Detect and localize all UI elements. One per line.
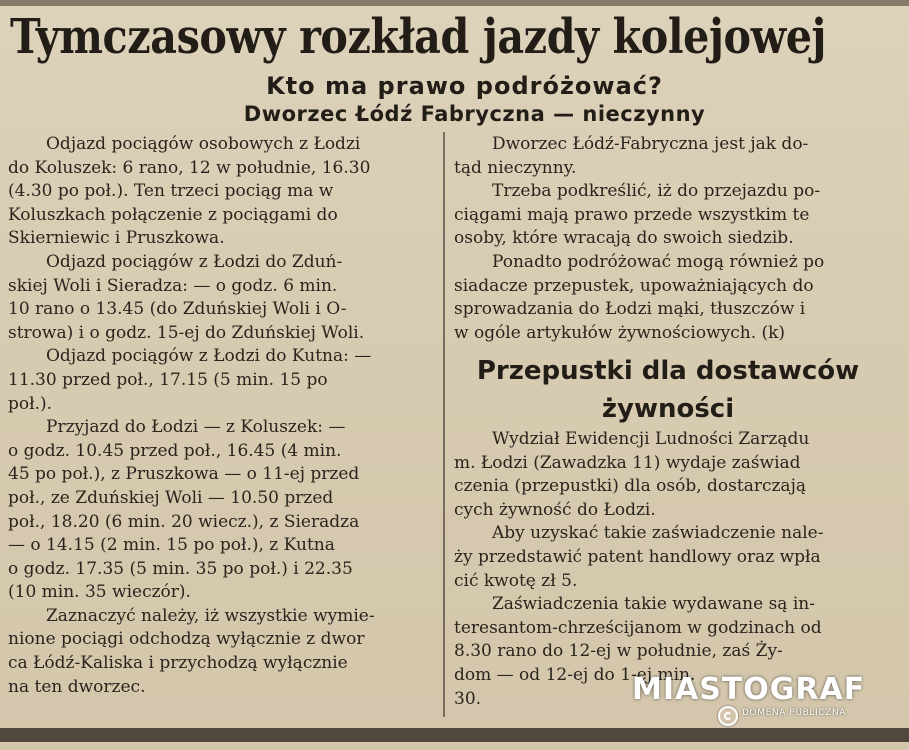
subheadline-station: Dworzec Łódź Fabryczna — nieczynny <box>243 102 706 126</box>
text-line: (10 min. 35 wieczór). <box>8 582 191 603</box>
text-line: Trzeba podkreślić, iż do przejazdu po- <box>492 181 821 202</box>
right-column-bottom <box>454 428 882 711</box>
text-line: ży przedstawić patent handlowy oraz wpła <box>454 546 821 567</box>
text-line: poł., 18.20 (6 min. 20 wiecz.), z Sieradza <box>8 511 360 532</box>
text-line: o godz. 10.45 przed poł., 16.45 (4 min. <box>8 440 342 461</box>
watermark-brand: MIASTOGRAF <box>632 672 866 707</box>
text-line: o godz. 17.35 (5 min. 35 po poł.) i 22.35 <box>8 558 353 579</box>
text-line: nione pociągi odchodzą wyłącznie z dwor <box>8 629 365 650</box>
text-line: skiej Woli i Sieradza: — o godz. 6 min. <box>8 275 338 296</box>
text-line: — o 14.15 (2 min. 15 po poł.), z Kutna <box>8 535 335 556</box>
text-line: Wydział Ewidencji Ludności Zarządu <box>492 429 810 449</box>
text-line: teresantom-chrześcijanom w godzinach od <box>454 617 822 638</box>
text-line: Ponadto podróżować mogą również po <box>492 251 825 272</box>
text-line: na ten dworzec. <box>8 676 146 697</box>
text-line: 8.30 rano do 12-ej w południe, zaś Ży- <box>454 641 783 662</box>
text-line: 11.30 przed poł., 17.15 (5 min. 15 po <box>8 369 328 390</box>
text-line: czenia (przepustki) dla osób, dostarczają <box>454 476 806 497</box>
text-line: siadacze przepustek, upoważniających do <box>454 275 814 296</box>
text-line: w ogóle artykułów żywnościowych. (k) <box>454 322 786 343</box>
text-line: do Koluszek: 6 rano, 12 w południe, 16.30 <box>8 157 371 178</box>
text-line: dom — od 12-ej do 1-ej min. <box>454 664 696 685</box>
text-line: Aby uzyskać takie zaświadczenie nale- <box>492 523 824 544</box>
text-line: tąd nieczynny. <box>454 157 577 178</box>
text-line: 45 po poł.), z Pruszkowa — o 11-ej przed <box>8 464 360 485</box>
text-line: ciągami mają prawo przede wszystkim te <box>454 204 810 225</box>
top-rule <box>0 0 909 6</box>
watermark <box>614 670 904 726</box>
section-title-line1: Przepustki dla dostawców <box>476 356 860 386</box>
text-line: cić kwotę zł 5. <box>454 570 578 591</box>
public-domain-icon <box>718 706 738 726</box>
text-line: Zaświadczenia takie wydawane są in- <box>492 594 815 615</box>
text-line: 30. <box>454 688 482 709</box>
text-line: ca Łódź-Kaliska i przychodzą wyłącznie <box>8 653 348 674</box>
text-line: 10 rano o 13.45 (do Zduńskiej Woli i O- <box>8 299 347 320</box>
text-line: poł.). <box>8 393 53 414</box>
text-line: Koluszkach połączenie z pociągami do <box>8 204 338 225</box>
bottom-rule <box>0 728 909 742</box>
text-line: Odjazd pociągów z Łodzi do Kutna: — <box>46 346 372 367</box>
text-line: Zaznaczyć należy, iż wszystkie wymie- <box>46 605 375 626</box>
text-line: (4.30 po poł.). Ten trzeci pociąg ma w <box>8 181 334 202</box>
text-line: m. Łodzi (Zawadzka 11) wydaje zaświad <box>454 452 801 473</box>
text-line: Odjazd pociągów osobowych z Łodzi <box>46 134 361 154</box>
right-column-top <box>454 133 882 345</box>
watermark-caption: DOMENA PUBLICZNA <box>742 708 847 718</box>
text-line: Dworzec Łódź-Fabryczna jest jak do- <box>492 134 809 154</box>
left-column <box>8 133 436 699</box>
text-line: Przyjazd do Łodzi — z Koluszek: — <box>46 417 346 438</box>
text-line: cych żywność do Łodzi. <box>454 499 656 520</box>
subheadline: Kto ma prawo podróżować? <box>266 72 663 100</box>
text-line: sprowadzania do Łodzi mąki, tłuszczów i <box>454 299 806 320</box>
column-divider <box>443 132 445 717</box>
headline: Tymczasowy rozkład jazdy kolejowej <box>10 9 827 65</box>
text-line: strowa) i o godz. 15-ej do Zduńskiej Woli. <box>8 322 365 343</box>
text-line: Odjazd pociągów z Łodzi do Zduń- <box>46 251 343 272</box>
section-title-line2: żywności <box>601 394 735 424</box>
text-line: poł., ze Zduńskiej Woli — 10.50 przed <box>8 487 334 508</box>
text-line: Skierniewic i Pruszkowa. <box>8 228 225 249</box>
text-line: osoby, które wracają do swoich siedzib. <box>454 228 794 249</box>
